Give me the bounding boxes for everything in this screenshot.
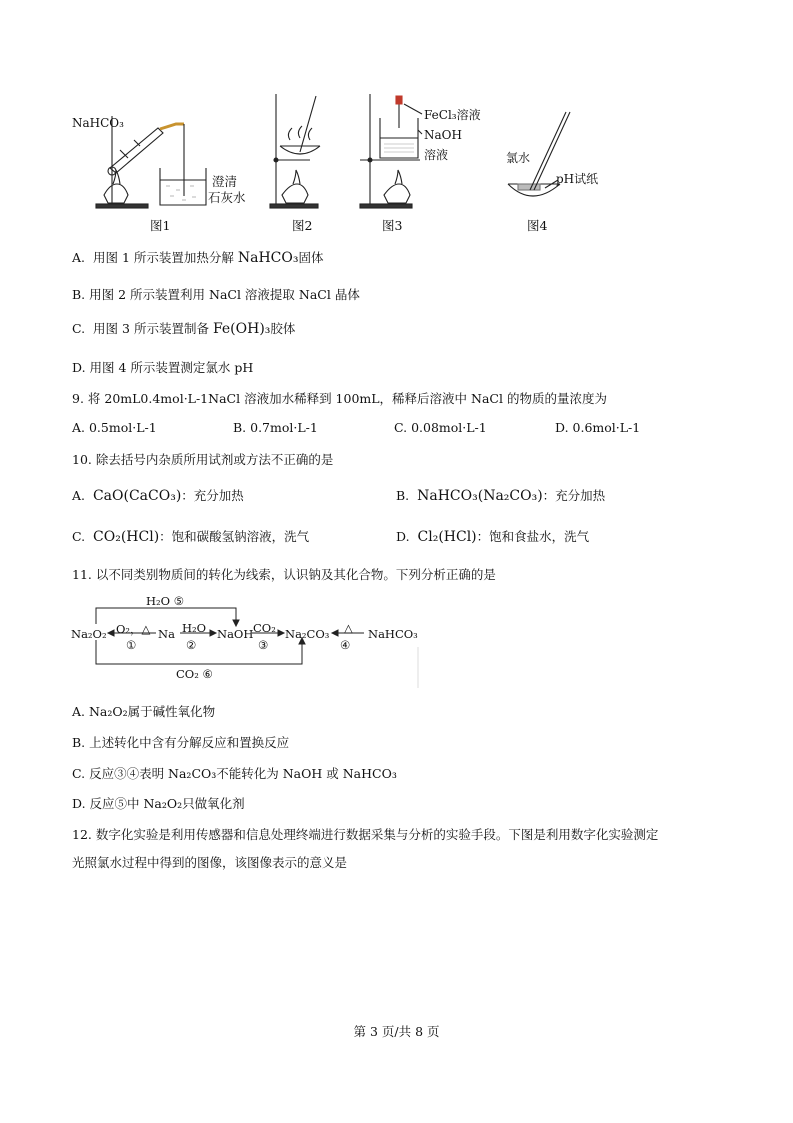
- diagram-nahco3: NaHCO₃: [368, 627, 418, 641]
- sodium-conversion-diagram: [70, 592, 430, 692]
- fig2-caption: 图2: [292, 218, 313, 233]
- q9-option-a: A. 0.5mol·L-1: [72, 420, 157, 435]
- q10-option-d-formula: Cl₂(HCl): [417, 529, 477, 545]
- diagram-r3-bot: ③: [258, 638, 269, 652]
- q10-option-c-formula: CO₂(HCl): [93, 529, 160, 545]
- q11-option-c: C. 反应③④表明 Na₂CO₃不能转化为 NaOH 或 NaHCO₃: [72, 766, 397, 781]
- diagram-top-label: H₂O ⑤: [146, 594, 185, 608]
- q10-option-b: [396, 486, 605, 504]
- diagram-r2-top: H₂O: [182, 621, 207, 635]
- q12-line-2: 光照氯水过程中得到的图像，该图像表示的意义是: [72, 855, 348, 870]
- q11-option-d: D. 反应⑤中 Na₂O₂只做氧化剂: [72, 796, 245, 811]
- fig3-naoh-label-1: NaOH: [424, 128, 462, 142]
- q10-option-d-post: ：饱和食盐水，洗气: [476, 529, 590, 544]
- q10-option-c-post: ：饱和碳酸氢钠溶液，洗气: [159, 529, 310, 544]
- q9-stem: 9. 将 20mL0.4mol·L-1NaCl 溶液加水稀释到 100mL，稀释后溶液中 NaCl 的物质的量浓度为: [72, 391, 607, 406]
- q8-option-a-post: 固体: [298, 250, 324, 265]
- q8-option-c: [72, 319, 295, 337]
- diagram-na: Na: [158, 627, 175, 641]
- q9-option-b: B. 0.7mol·L-1: [233, 420, 318, 435]
- diagram-bottom-label: CO₂ ⑥: [176, 667, 213, 681]
- q8-option-a: [72, 248, 323, 266]
- page-number: 第 3 页/共 8 页: [353, 1024, 440, 1039]
- q8-option-d: D. 用图 4 所示装置测定氯水 pH: [72, 360, 254, 375]
- fig1-solution-label-1: 澄清: [212, 174, 238, 189]
- diagram-r1-top: O₂，△: [116, 622, 151, 636]
- diagram-r2-bot: ②: [186, 638, 197, 652]
- diagram-naoh: NaOH: [217, 627, 254, 641]
- q10-option-a-formula: CaO(CaCO₃): [92, 488, 182, 504]
- fig3-caption: 图3: [382, 218, 403, 233]
- q9-option-c: C. 0.08mol·L-1: [394, 420, 487, 435]
- diagram-na2o2: Na₂O₂: [71, 627, 107, 641]
- q8-option-a-letter: A.: [72, 250, 86, 265]
- q8-option-b: B. 用图 2 所示装置利用 NaCl 溶液提取 NaCl 晶体: [72, 287, 360, 302]
- q10-option-a-letter: A.: [72, 488, 86, 503]
- q9-option-d: D. 0.6mol·L-1: [555, 420, 641, 435]
- q10-option-d-letter: D.: [396, 529, 410, 544]
- diagram-r4-bot: ④: [340, 638, 351, 652]
- q10-option-c: [72, 527, 309, 545]
- apparatus-figures: [60, 86, 620, 216]
- q11-option-b: B. 上述转化中含有分解反应和置换反应: [72, 735, 290, 750]
- q10-option-c-letter: C.: [72, 529, 86, 544]
- q12-line-1: 12. 数字化实验是利用传感器和信息处理终端进行数据采集与分析的实验手段。下图是利用数字化实验测定: [72, 827, 659, 842]
- q11-stem: 11. 以不同类别物质间的转化为线索，认识钠及其化合物。下列分析正确的是: [72, 567, 496, 582]
- q10-option-d: [396, 527, 589, 545]
- fig1-reagent-label: NaHCO₃: [72, 116, 124, 130]
- diagram-r1-bot: ①: [126, 638, 137, 652]
- q10-option-a-post: ：充分加热: [181, 488, 244, 503]
- q8-option-c-post: 胶体: [270, 321, 296, 336]
- diagram-na2co3: Na₂CO₃: [285, 627, 330, 641]
- fig3-naoh-label-2: 溶液: [424, 148, 449, 162]
- diagram-r4-top: △: [344, 621, 353, 635]
- q10-option-b-letter: B.: [396, 488, 410, 503]
- q8-option-a-formula: NaHCO₃: [237, 250, 299, 266]
- fig3-drop-label: FeCl₃溶液: [424, 108, 481, 122]
- q10-stem: 10. 除去括号内杂质所用试剂或方法不正确的是: [72, 452, 334, 467]
- fig4-ph-paper-label: pH试纸: [556, 172, 599, 186]
- fig4-chlorine-water-label: 氯水: [506, 151, 531, 165]
- q10-option-b-formula: NaHCO₃(Na₂CO₃): [417, 488, 543, 504]
- q8-option-c-letter: C.: [72, 321, 86, 336]
- q8-option-a-pre: 用图 1 所示装置加热分解: [92, 250, 234, 265]
- fig1-caption: 图1: [150, 218, 171, 233]
- q10-option-b-post: ：充分加热: [542, 488, 606, 503]
- q8-option-c-formula: Fe(OH)₃: [212, 321, 271, 337]
- diagram-r3-top: CO₂: [253, 621, 276, 635]
- fig1-solution-label-2: 石灰水: [208, 190, 246, 205]
- q11-option-a: A. Na₂O₂属于碱性氧化物: [72, 704, 216, 719]
- q8-option-c-pre: 用图 3 所示装置制备: [93, 321, 209, 336]
- q10-option-a: [72, 486, 244, 504]
- fig4-caption: 图4: [527, 218, 548, 233]
